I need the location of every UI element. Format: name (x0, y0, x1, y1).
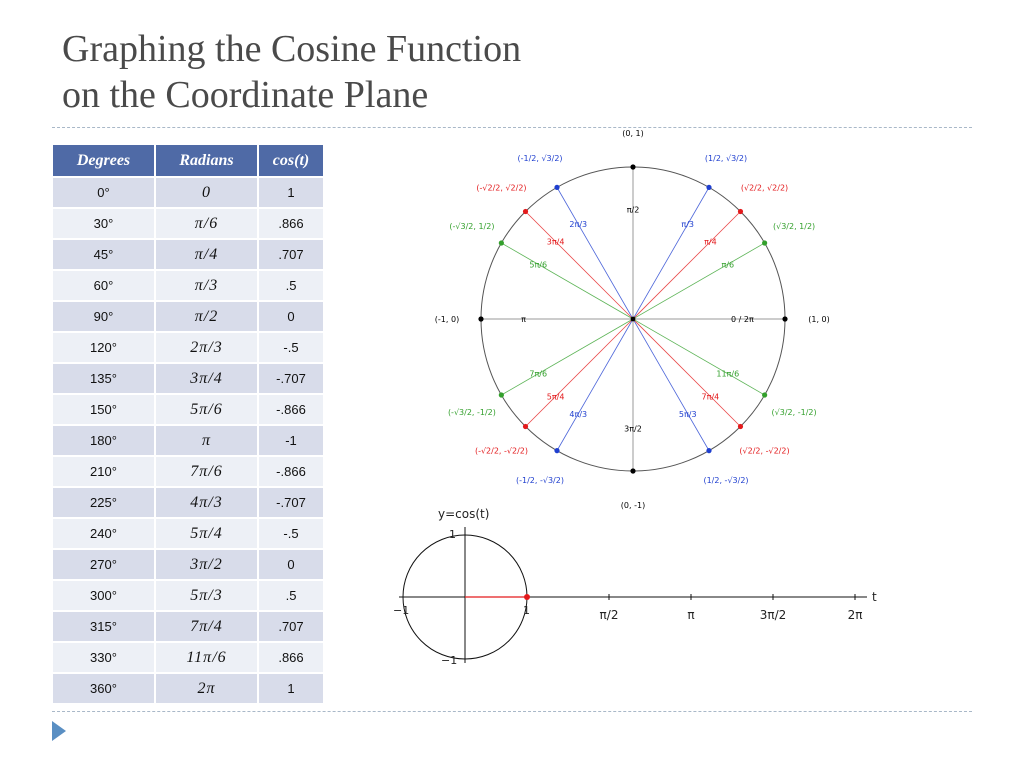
cell-cos: 1 (258, 177, 324, 208)
title-line-1: Graphing the Cosine Function (62, 28, 522, 70)
cell-degrees: 30° (52, 208, 155, 239)
circle-point (706, 185, 711, 190)
cell-radians: 2π (155, 673, 258, 704)
cell-cos: -.707 (258, 363, 324, 394)
coordinate-label: (√3/2, 1/2) (772, 222, 816, 231)
cell-radians: 11π/6 (155, 642, 258, 673)
circle-point (523, 209, 528, 214)
coordinate-label: (√2/2, -√2/2) (739, 446, 790, 456)
cell-cos: -.707 (258, 487, 324, 518)
angle-label: π/4 (704, 237, 717, 247)
graph-title: y=cos(t) (438, 507, 490, 521)
circle-point (762, 240, 767, 245)
radius-line (557, 187, 633, 319)
cell-degrees: 240° (52, 518, 155, 549)
cell-cos: .707 (258, 239, 324, 270)
coordinate-label: (1/2, -√3/2) (703, 476, 749, 486)
coordinate-label: (-√3/2, 1/2) (449, 222, 495, 231)
cosine-graph (390, 500, 890, 675)
cell-degrees: 210° (52, 456, 155, 487)
radius-line (501, 319, 633, 395)
coordinate-label: (-√2/2, √2/2) (476, 183, 527, 193)
t-tick-label: π/2 (599, 608, 619, 622)
table-header-row (52, 144, 324, 177)
table-row (52, 270, 324, 301)
cell-cos: 0 (258, 549, 324, 580)
cell-cos: .866 (258, 208, 324, 239)
radius-line (633, 187, 709, 319)
circle-point (499, 392, 504, 397)
radius-line (557, 319, 633, 451)
coordinate-label: (-√2/2, -√2/2) (474, 446, 529, 456)
coordinate-label: (-√3/2, -1/2) (447, 408, 496, 417)
t-tick-label: 2π (847, 608, 863, 622)
angle-label: 3π/2 (624, 424, 642, 434)
x-label-left: −1 (393, 604, 410, 617)
circle-point (738, 424, 743, 429)
title-line-2: on the Coordinate Plane (62, 74, 429, 116)
cell-degrees: 270° (52, 549, 155, 580)
angle-label: 4π/3 (569, 409, 588, 419)
cell-cos: .5 (258, 270, 324, 301)
coordinate-label: (0, -1) (620, 501, 646, 510)
angle-label: 7π/4 (701, 392, 720, 402)
cell-degrees: 60° (52, 270, 155, 301)
divider-bottom (52, 711, 972, 712)
cell-radians: 5π/4 (155, 518, 258, 549)
table-row (52, 580, 324, 611)
circle-point (762, 392, 767, 397)
angle-label: 0 / 2π (731, 315, 754, 324)
cell-cos: 1 (258, 673, 324, 704)
table-row (52, 549, 324, 580)
table-row (52, 518, 324, 549)
cell-radians: π (155, 425, 258, 456)
table-row (52, 456, 324, 487)
cell-cos: -.866 (258, 394, 324, 425)
table-row (52, 177, 324, 208)
cell-cos: -.5 (258, 518, 324, 549)
cell-degrees: 315° (52, 611, 155, 642)
coordinate-label: (-1, 0) (434, 315, 460, 324)
circle-point (554, 448, 559, 453)
table-row (52, 363, 324, 394)
cell-radians: π/6 (155, 208, 258, 239)
table-row (52, 208, 324, 239)
cell-cos: -.5 (258, 332, 324, 363)
table-row (52, 642, 324, 673)
cell-cos: .5 (258, 580, 324, 611)
cell-cos: .707 (258, 611, 324, 642)
cell-radians: 0 (155, 177, 258, 208)
cell-radians: 7π/6 (155, 456, 258, 487)
cell-degrees: 90° (52, 301, 155, 332)
table-row (52, 487, 324, 518)
table-row (52, 301, 324, 332)
origin-point (631, 317, 636, 322)
cell-degrees: 135° (52, 363, 155, 394)
angle-label: 11π/6 (716, 369, 740, 379)
cell-degrees: 360° (52, 673, 155, 704)
cell-radians: 5π/3 (155, 580, 258, 611)
cell-radians: 4π/3 (155, 487, 258, 518)
radius-line (633, 243, 765, 319)
unit-circle-diagram (400, 129, 860, 510)
cell-radians: π/3 (155, 270, 258, 301)
cell-cos: -.866 (258, 456, 324, 487)
divider-top (52, 127, 972, 128)
t-axis-label: t (872, 590, 877, 604)
circle-point (630, 164, 635, 169)
cell-degrees: 150° (52, 394, 155, 425)
circle-point (554, 185, 559, 190)
angle-label: π/6 (721, 260, 735, 270)
cell-cos: .866 (258, 642, 324, 673)
coordinate-label: (√3/2, -1/2) (771, 408, 817, 417)
table-row (52, 611, 324, 642)
header-degrees: Degrees (52, 144, 155, 177)
coordinate-label: (1, 0) (808, 315, 830, 324)
angle-label: 5π/6 (529, 260, 548, 270)
y-label-bottom: −1 (441, 654, 458, 667)
circle-point (499, 240, 504, 245)
coordinate-label: (-1/2, -√3/2) (516, 476, 564, 486)
angle-label: 2π/3 (569, 220, 588, 230)
cell-radians: 5π/6 (155, 394, 258, 425)
table-row (52, 394, 324, 425)
header-radians: Radians (155, 144, 258, 177)
cell-degrees: 330° (52, 642, 155, 673)
angle-label: π (521, 315, 526, 324)
angle-label: 5π/4 (546, 392, 565, 402)
slide-title (62, 26, 521, 118)
t-tick-label: π (687, 608, 695, 622)
cell-degrees: 180° (52, 425, 155, 456)
angle-label: 3π/4 (546, 237, 565, 247)
cell-degrees: 225° (52, 487, 155, 518)
cell-degrees: 45° (52, 239, 155, 270)
circle-point (782, 316, 787, 321)
cell-radians: 2π/3 (155, 332, 258, 363)
cell-degrees: 120° (52, 332, 155, 363)
circle-point (478, 316, 483, 321)
header-cos: cos(t) (258, 144, 324, 177)
cell-cos: -1 (258, 425, 324, 456)
circle-point (738, 209, 743, 214)
coordinate-label: (1/2, √3/2) (704, 153, 748, 163)
angle-label: π/2 (626, 205, 640, 215)
radius-line (633, 319, 709, 451)
angle-label: 5π/3 (678, 409, 697, 419)
coordinate-label: (0, 1) (622, 129, 644, 138)
angle-label: π/3 (681, 220, 695, 230)
angle-label: 7π/6 (529, 369, 548, 379)
cell-cos: 0 (258, 301, 324, 332)
current-point (524, 594, 530, 600)
cell-degrees: 0° (52, 177, 155, 208)
coordinate-label: (√2/2, √2/2) (740, 183, 789, 193)
radius-line (633, 319, 765, 395)
table-row (52, 332, 324, 363)
circle-point (706, 448, 711, 453)
cell-radians: π/2 (155, 301, 258, 332)
cell-radians: 3π/4 (155, 363, 258, 394)
cell-radians: π/4 (155, 239, 258, 270)
radius-line (501, 243, 633, 319)
table-row (52, 425, 324, 456)
next-slide-arrow-icon[interactable] (52, 721, 66, 741)
cell-radians: 3π/2 (155, 549, 258, 580)
x-label-right: 1 (523, 604, 530, 617)
y-label-top: 1 (449, 528, 456, 541)
cell-radians: 7π/4 (155, 611, 258, 642)
table-row (52, 673, 324, 704)
coordinate-label: (-1/2, √3/2) (517, 153, 563, 163)
t-tick-label: 3π/2 (759, 608, 787, 622)
circle-point (523, 424, 528, 429)
table-row (52, 239, 324, 270)
cosine-values-table (52, 144, 324, 704)
cell-degrees: 300° (52, 580, 155, 611)
circle-point (630, 468, 635, 473)
